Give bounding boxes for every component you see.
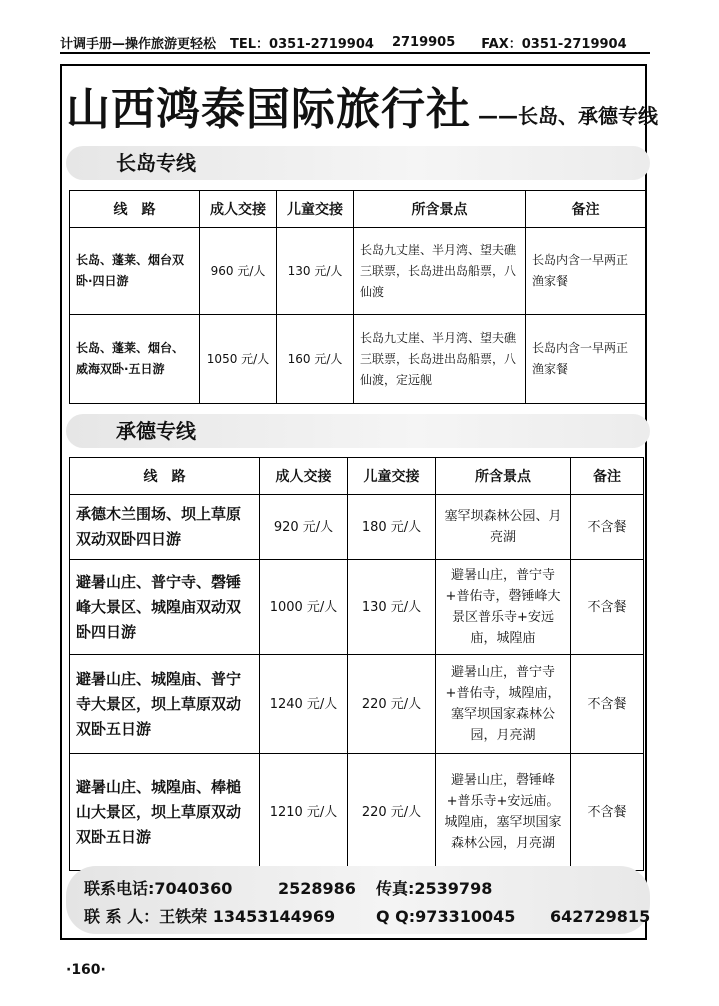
note-cell: 不含餐 — [571, 754, 644, 871]
header-rule — [60, 52, 650, 54]
adult-price: 1240 元/人 — [260, 655, 348, 754]
spots-cell: 避暑山庄，普宁寺+普佑寺，城隍庙，塞罕坝国家森林公园，月亮湖 — [436, 655, 571, 754]
route-cell: 避暑山庄、普宁寺、磬锤峰大景区、城隍庙双动双卧四日游 — [70, 560, 260, 655]
adult-price: 1000 元/人 — [260, 560, 348, 655]
col-child: 儿童交接 — [348, 458, 436, 495]
note-cell: 不含餐 — [571, 655, 644, 754]
spots-cell: 避暑山庄，普宁寺+普佑寺，磬锤峰大景区普乐寺+安远庙，城隍庙 — [436, 560, 571, 655]
spots-cell: 长岛九丈崖、半月湾、望夫礁三联票，长岛进出岛船票，八仙渡 — [354, 228, 526, 315]
contact-phone: 联系电话:7040360 — [84, 879, 233, 898]
col-spots: 所含景点 — [436, 458, 571, 495]
table-row — [70, 655, 644, 754]
contact-phone2: 2528986 — [278, 879, 356, 898]
child-price: 180 元/人 — [348, 495, 436, 560]
route-cell: 长岛、蓬莱、烟台、威海双卧·五日游 — [70, 315, 200, 404]
agency-subtitle: ——长岛、承德专线 — [478, 104, 658, 128]
route-cell: 承德木兰围场、坝上草原双动双卧四日游 — [70, 495, 260, 560]
col-child: 儿童交接 — [277, 191, 354, 228]
col-note: 备注 — [526, 191, 646, 228]
child-price: 130 元/人 — [348, 560, 436, 655]
spots-cell: 塞罕坝森林公园、月亮湖 — [436, 495, 571, 560]
agency-title: 山西鸿泰国际旅行社 — [66, 84, 471, 135]
col-note: 备注 — [571, 458, 644, 495]
section1-title: 长岛专线 — [116, 151, 196, 175]
header-tel2: 2719905 — [391, 34, 456, 50]
table-header-row — [70, 458, 644, 495]
note-cell: 长岛内含一早两正渔家餐 — [526, 228, 646, 315]
child-price: 130 元/人 — [277, 228, 354, 315]
page-number: ·160· — [66, 962, 106, 978]
contact-qq2: 642729815 — [550, 907, 651, 926]
header-fax: FAX：0351-2719904 — [481, 36, 627, 52]
section2-title: 承德专线 — [116, 419, 196, 443]
changdao-table — [69, 190, 646, 404]
route-cell: 长岛、蓬莱、烟台双卧·四日游 — [70, 228, 200, 315]
handbook-title: 计调手册—操作旅游更轻松 — [60, 36, 217, 52]
header-tel: TEL：0351-2719904 — [230, 36, 374, 52]
col-adult: 成人交接 — [260, 458, 348, 495]
table-row — [70, 315, 646, 404]
adult-price: 1210 元/人 — [260, 754, 348, 871]
table-header-row — [70, 191, 646, 228]
spots-cell: 避暑山庄，磬锤峰+普乐寺+安远庙。城隍庙，塞罕坝国家森林公园，月亮湖 — [436, 754, 571, 871]
contact-person: 联 系 人：王铁荣 13453144969 — [84, 907, 336, 926]
table-row — [70, 495, 644, 560]
note-cell: 不含餐 — [571, 560, 644, 655]
contact-fax: 传真:2539798 — [376, 879, 493, 898]
adult-price: 960 元/人 — [200, 228, 277, 315]
table-row — [70, 228, 646, 315]
note-cell: 长岛内含一早两正渔家餐 — [526, 315, 646, 404]
page-header — [60, 32, 650, 52]
table-row — [70, 754, 644, 871]
child-price: 160 元/人 — [277, 315, 354, 404]
col-route: 线 路 — [70, 458, 260, 495]
adult-price: 1050 元/人 — [200, 315, 277, 404]
table-row — [70, 560, 644, 655]
adult-price: 920 元/人 — [260, 495, 348, 560]
col-spots: 所含景点 — [354, 191, 526, 228]
route-cell: 避暑山庄、城隍庙、普宁寺大景区，坝上草原双动双卧五日游 — [70, 655, 260, 754]
col-adult: 成人交接 — [200, 191, 277, 228]
spots-cell: 长岛九丈崖、半月湾、望夫礁三联票，长岛进出岛船票，八仙渡，定远舰 — [354, 315, 526, 404]
contact-qq: Q Q:973310045 — [376, 907, 516, 926]
chengde-table — [69, 457, 644, 871]
note-cell: 不含餐 — [571, 495, 644, 560]
route-cell: 避暑山庄、城隍庙、棒槌山大景区，坝上草原双动双卧五日游 — [70, 754, 260, 871]
col-route: 线 路 — [70, 191, 200, 228]
child-price: 220 元/人 — [348, 655, 436, 754]
child-price: 220 元/人 — [348, 754, 436, 871]
